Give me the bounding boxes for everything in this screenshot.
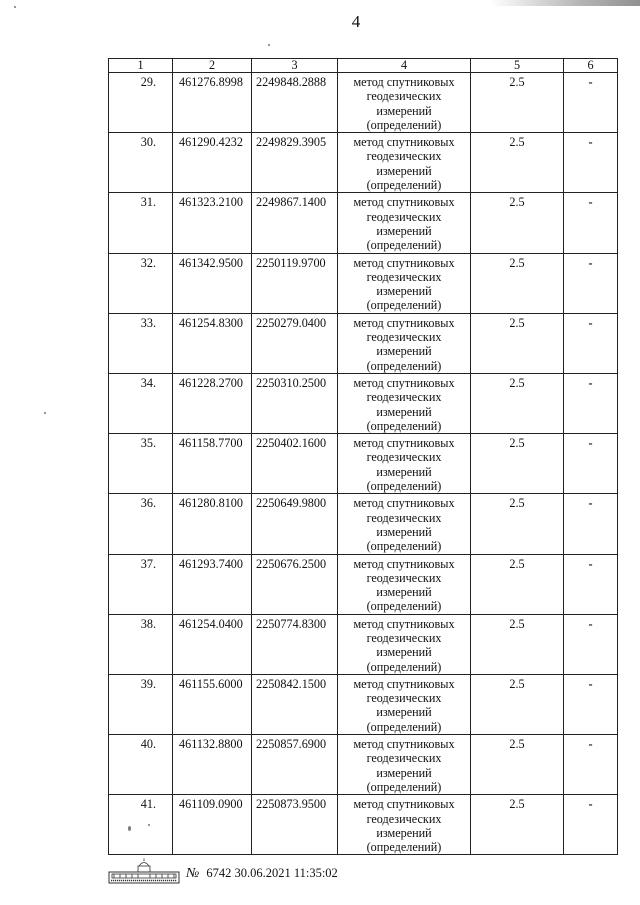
point-number-cell: 39. [109, 674, 173, 734]
method-line: метод спутниковых [353, 737, 455, 752]
method-line: измерений [376, 404, 432, 419]
method-line: геодезических [366, 570, 442, 585]
accuracy-cell: 2.5 [471, 313, 564, 373]
method-line: измерений [376, 825, 432, 840]
table-body [109, 73, 618, 855]
accuracy-cell: 2.5 [471, 373, 564, 433]
y-coordinate-cell: 2249829.3905 [252, 133, 338, 193]
x-coordinate-cell: 461323.2100 [173, 193, 252, 253]
point-number-cell: 30. [109, 133, 173, 193]
x-coordinate-cell: 461158.7700 [173, 434, 252, 494]
table-row [109, 674, 618, 734]
accuracy-cell: 2.5 [471, 193, 564, 253]
method-line: измерений [376, 645, 432, 660]
table-row [109, 373, 618, 433]
method-line: метод спутниковых [353, 135, 455, 150]
method-line: измерений [376, 223, 432, 238]
x-coordinate-cell: 461290.4232 [173, 133, 252, 193]
x-coordinate-cell: 461254.8300 [173, 313, 252, 373]
column-header: 4 [338, 59, 471, 73]
method-cell [338, 313, 471, 373]
point-number-cell: 38. [109, 614, 173, 674]
description-cell: - [564, 193, 618, 253]
accuracy-cell: 2.5 [471, 735, 564, 795]
column-header: 5 [471, 59, 564, 73]
y-coordinate-cell: 2250402.1600 [252, 434, 338, 494]
method-line: измерений [376, 163, 432, 178]
method-line: измерений [376, 464, 432, 479]
accuracy-cell: 2.5 [471, 434, 564, 494]
method-cell [338, 795, 471, 855]
method-line: (определений) [366, 599, 442, 614]
method-cell [338, 373, 471, 433]
method-line: геодезических [366, 630, 442, 645]
description-cell: - [564, 554, 618, 614]
method-line: геодезических [366, 209, 442, 224]
table-row [109, 313, 618, 373]
method-cell [338, 193, 471, 253]
point-number-cell: 35. [109, 434, 173, 494]
y-coordinate-cell: 2250842.1500 [252, 674, 338, 734]
method-line: метод спутниковых [353, 375, 455, 390]
scan-speck [268, 44, 270, 46]
x-coordinate-cell: 461342.9500 [173, 253, 252, 313]
x-coordinate-cell: 461228.2700 [173, 373, 252, 433]
y-coordinate-cell: 2250310.2500 [252, 373, 338, 433]
point-number-cell: 40. [109, 735, 173, 795]
y-coordinate-cell: 2250676.2500 [252, 554, 338, 614]
method-line: (определений) [366, 539, 442, 554]
description-cell: - [564, 614, 618, 674]
method-line: метод спутниковых [353, 496, 455, 511]
method-line: (определений) [366, 298, 442, 313]
registration-stamp [186, 866, 338, 882]
method-line: геодезических [366, 811, 442, 826]
y-coordinate-cell: 2250774.8300 [252, 614, 338, 674]
x-coordinate-cell: 461280.8100 [173, 494, 252, 554]
method-line: метод спутниковых [353, 797, 455, 812]
column-header: 1 [109, 59, 173, 73]
method-cell [338, 494, 471, 554]
table-row [109, 253, 618, 313]
y-coordinate-cell: 2250119.9700 [252, 253, 338, 313]
method-cell [338, 73, 471, 133]
method-cell [338, 614, 471, 674]
column-header: 3 [252, 59, 338, 73]
method-cell [338, 735, 471, 795]
description-cell: - [564, 253, 618, 313]
method-line: измерений [376, 585, 432, 600]
method-line: геодезических [366, 691, 442, 706]
method-line: метод спутниковых [353, 195, 455, 210]
scan-speck [14, 6, 16, 8]
scan-edge-artifact [490, 0, 640, 6]
accuracy-cell: 2.5 [471, 795, 564, 855]
description-cell: - [564, 494, 618, 554]
method-line: (определений) [366, 358, 442, 373]
accuracy-cell: 2.5 [471, 674, 564, 734]
accuracy-cell: 2.5 [471, 494, 564, 554]
description-cell: - [564, 795, 618, 855]
description-cell: - [564, 674, 618, 734]
method-line: (определений) [366, 238, 442, 253]
point-number-cell: 29. [109, 73, 173, 133]
page-number: 4 [351, 12, 361, 31]
column-header: 2 [173, 59, 252, 73]
x-coordinate-cell: 461132.8800 [173, 735, 252, 795]
method-line: (определений) [366, 779, 442, 794]
method-line: (определений) [366, 719, 442, 734]
method-line: геодезических [366, 390, 442, 405]
method-line: измерений [376, 524, 432, 539]
table-row [109, 554, 618, 614]
scan-speck [44, 412, 46, 414]
method-line: измерений [376, 705, 432, 720]
x-coordinate-cell: 461155.6000 [173, 674, 252, 734]
description-cell: - [564, 735, 618, 795]
accuracy-cell: 2.5 [471, 554, 564, 614]
y-coordinate-cell: 2250279.0400 [252, 313, 338, 373]
x-coordinate-cell: 461276.8998 [173, 73, 252, 133]
method-line: измерений [376, 103, 432, 118]
x-coordinate-cell: 461109.0900 [173, 795, 252, 855]
accuracy-cell: 2.5 [471, 253, 564, 313]
method-line: (определений) [366, 659, 442, 674]
method-line: метод спутниковых [353, 436, 455, 451]
point-number-cell: 32. [109, 253, 173, 313]
registration-details: 6742 30.06.2021 11:35:02 [206, 866, 338, 880]
table-row [109, 494, 618, 554]
y-coordinate-cell: 2250649.9800 [252, 494, 338, 554]
description-cell: - [564, 373, 618, 433]
description-cell: - [564, 434, 618, 494]
point-number-cell: 37. [109, 554, 173, 614]
method-cell [338, 674, 471, 734]
method-cell [338, 554, 471, 614]
method-line: метод спутниковых [353, 315, 455, 330]
description-cell: - [564, 313, 618, 373]
y-coordinate-cell: 2250873.9500 [252, 795, 338, 855]
table-row [109, 193, 618, 253]
point-number-cell: 34. [109, 373, 173, 433]
method-line: метод спутниковых [353, 616, 455, 631]
method-line: метод спутниковых [353, 556, 455, 571]
y-coordinate-cell: 2250857.6900 [252, 735, 338, 795]
method-line: (определений) [366, 840, 442, 855]
method-line: измерений [376, 765, 432, 780]
method-line: (определений) [366, 178, 442, 193]
method-line: геодезических [366, 89, 442, 104]
accuracy-cell: 2.5 [471, 614, 564, 674]
column-header: 6 [564, 59, 618, 73]
description-cell: - [564, 73, 618, 133]
method-cell [338, 253, 471, 313]
number-sign: № [186, 866, 200, 881]
method-line: измерений [376, 284, 432, 299]
x-coordinate-cell: 461293.7400 [173, 554, 252, 614]
table-row [109, 735, 618, 795]
point-number-cell: 41. [109, 795, 173, 855]
coordinates-table [108, 58, 618, 855]
method-line: геодезических [366, 330, 442, 345]
table-row [109, 73, 618, 133]
method-line: геодезических [366, 269, 442, 284]
table-row [109, 614, 618, 674]
y-coordinate-cell: 2249848.2888 [252, 73, 338, 133]
method-cell [338, 434, 471, 494]
method-line: метод спутниковых [353, 255, 455, 270]
method-line: (определений) [366, 479, 442, 494]
description-cell: - [564, 133, 618, 193]
method-line: геодезических [366, 450, 442, 465]
method-line: измерений [376, 344, 432, 359]
method-line: метод спутниковых [353, 676, 455, 691]
method-line: метод спутниковых [353, 75, 455, 89]
method-cell [338, 133, 471, 193]
table-row [109, 795, 618, 855]
method-line: геодезических [366, 510, 442, 525]
point-number-cell: 36. [109, 494, 173, 554]
table-row [109, 133, 618, 193]
table-header-row [109, 59, 618, 73]
accuracy-cell: 2.5 [471, 73, 564, 133]
method-line: геодезических [366, 751, 442, 766]
government-building-emblem-icon [108, 858, 180, 884]
point-number-cell: 31. [109, 193, 173, 253]
y-coordinate-cell: 2249867.1400 [252, 193, 338, 253]
accuracy-cell: 2.5 [471, 133, 564, 193]
method-line: (определений) [366, 418, 442, 433]
method-line: (определений) [366, 117, 442, 132]
table-row [109, 434, 618, 494]
point-number-cell: 33. [109, 313, 173, 373]
method-line: геодезических [366, 149, 442, 164]
x-coordinate-cell: 461254.0400 [173, 614, 252, 674]
